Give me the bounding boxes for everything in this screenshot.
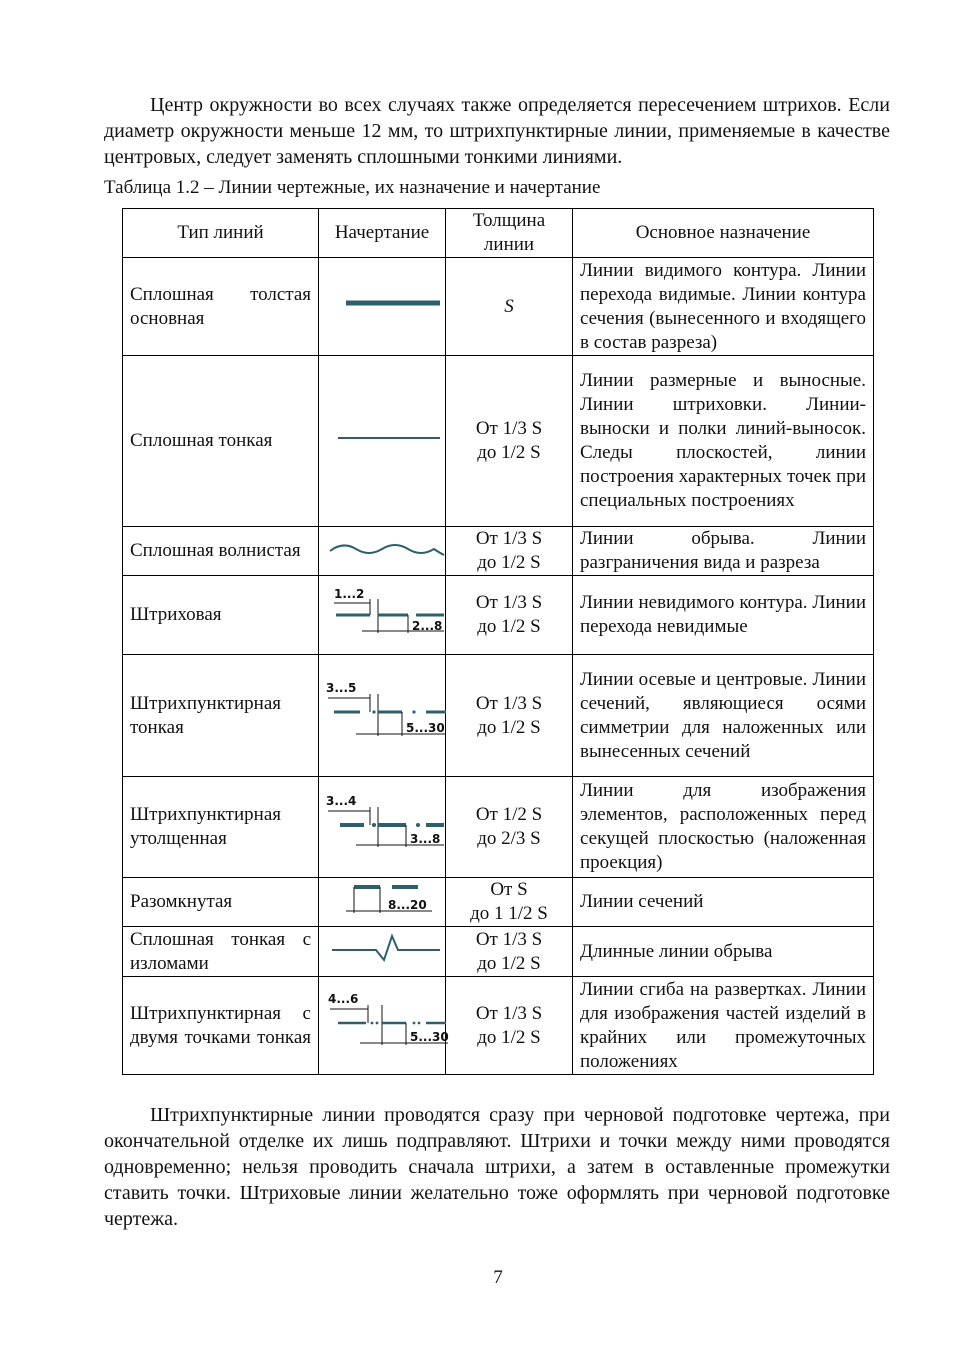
dash-dot-thin-line-drawing <box>326 680 451 744</box>
dash-dot-dot-line-drawing <box>326 991 451 1053</box>
row-type: Сплошная тонкая <box>123 356 319 527</box>
thickness-from: От 1/3 S <box>475 528 543 549</box>
dim-label-a: 1...2 <box>334 586 365 601</box>
line-drawing-dash-dot-thin <box>319 655 446 777</box>
thickness-from: От 1/3 S <box>475 692 543 714</box>
row-thickness <box>446 655 573 777</box>
table-row <box>123 258 874 356</box>
row-thickness <box>446 527 573 576</box>
line-drawing-dashed <box>319 576 446 655</box>
header-purpose: Основное назначение <box>573 209 874 258</box>
row-thickness <box>446 356 573 527</box>
table-row <box>123 878 874 927</box>
row-type <box>123 258 319 356</box>
table-row <box>123 777 874 878</box>
zigzag-line-drawing <box>326 928 451 968</box>
row-purpose: Линии невидимого контура. Линии перехода невидимые <box>573 576 874 655</box>
row-thickness <box>446 927 573 977</box>
table-caption: Таблица 1.2 – Линии чертежные, их назначение и начертание <box>104 177 601 198</box>
header-type: Тип линий <box>123 209 319 258</box>
dim-label-b: 3...8 <box>410 831 441 846</box>
row-thickness <box>446 977 573 1075</box>
row-type: Штриховая <box>123 576 319 655</box>
line-drawing-solid-thick <box>319 258 446 356</box>
thickness-to: до 1/2 S <box>477 716 541 738</box>
row-purpose: Линии размерные и выносные. Линии штриховки. Линии-выноски и полки линий-выносок. Следы плоскостей, линии построения характерных точек при специальных построениях <box>573 356 874 527</box>
row-thickness <box>446 777 573 878</box>
solid-thick-line-drawing <box>326 283 451 323</box>
row-type: Штрихпунктирная тонкая <box>123 655 319 777</box>
row-type: Штрихпунктирная утолщенная <box>123 777 319 878</box>
row-purpose: Линии осевые и центровые. Линии сечений, являющиеся осями симметрии для наложенных или вынесенных сечений <box>573 655 874 777</box>
thickness-to: до 1 1/2 S <box>470 903 548 924</box>
table-row <box>123 356 874 527</box>
dim-label-b: 5...30 <box>410 1030 449 1044</box>
header-drawing: Начертание <box>319 209 446 258</box>
row-purpose: Линии сгиба на развертках. Линии для изображения частей изделий в крайних или промежуточных положениях <box>573 977 874 1075</box>
dash-dot-thick-line-drawing <box>326 793 451 855</box>
line-drawing-dash-dot-dot <box>319 977 449 1075</box>
dim-label-b: 2...8 <box>412 618 443 633</box>
dim-label-a: 3...5 <box>326 681 357 695</box>
thickness-to: до 1/2 S <box>477 442 541 463</box>
table-row <box>123 527 874 576</box>
row-thickness <box>446 878 573 927</box>
table-row <box>123 977 874 1075</box>
line-drawing-zigzag <box>319 927 446 977</box>
row-type <box>123 977 319 1075</box>
line-drawing-solid-thin <box>319 356 446 527</box>
dashed-line-drawing <box>326 585 451 639</box>
wavy-line-drawing <box>326 533 451 563</box>
thickness-from: От 1/3 S <box>475 928 543 950</box>
dim-label-a: 3...4 <box>326 793 357 808</box>
row-purpose: Линии сечений <box>573 878 874 927</box>
line-drawing-dash-dot-thick <box>319 777 446 878</box>
thickness-from: От 1/2 S <box>475 804 543 825</box>
thickness-to: до 1/2 S <box>477 616 541 637</box>
row-purpose: Длинные линии обрыва <box>573 927 874 977</box>
solid-thin-line-drawing <box>326 418 451 458</box>
thickness-from: От 1/3 S <box>475 1002 543 1024</box>
row-thickness <box>446 576 573 655</box>
thickness-from: От 1/3 S <box>475 418 543 439</box>
row-type: Сплошная волнистая <box>123 527 319 576</box>
thickness-to: до 1/2 S <box>477 1026 541 1048</box>
table-row <box>123 655 874 777</box>
intro-paragraph: Центр окружности во всех случаях также определяется пересечением штрихов. Если диаметр окружности меньше 12 мм, то штрихпунктирные линии, применяемые в качестве центровых, следует заменять сплошными тонкими линиями. <box>104 94 890 168</box>
line-drawing-open <box>319 878 446 927</box>
row-type-text: Сплошная тонкая с изломами <box>130 928 311 974</box>
table-row <box>123 927 874 977</box>
row-purpose: Линии для изображения элементов, расположенных перед секущей плоскостью (наложенная проекция) <box>573 777 874 878</box>
line-types-table <box>122 208 874 1075</box>
thickness-to: до 2/3 S <box>477 828 541 849</box>
closing-paragraph: Штрихпунктирные линии проводятся сразу при черновой подготовке чертежа, при окончательной отделке их лишь подправляют. Штрихи и точки между ними проводятся одновременно; нельзя проводить сначала штрихи, а затем в оставленные промежутки ставить точки. Штриховые линии желательно тоже оформлять при черновой подготовке чертежа. <box>104 1104 890 1230</box>
dim-label-a: 4...6 <box>328 992 359 1006</box>
row-thickness-text: S <box>504 295 514 317</box>
table-header-row <box>123 209 874 258</box>
thickness-from: От S <box>490 879 528 900</box>
thickness-to: до 1/2 S <box>477 552 541 573</box>
thickness-from: От 1/3 S <box>475 592 543 613</box>
header-thickness: Толщина линии <box>446 209 573 258</box>
row-thickness <box>446 258 573 356</box>
row-type: Разомкнутая <box>123 878 319 927</box>
row-purpose: Линии видимого контура. Линии перехода видимые. Линии контура сечения (вынесенного и входящего в состав разреза) <box>573 258 874 356</box>
dim-label-b: 5...30 <box>406 721 445 735</box>
document-page <box>104 92 890 1232</box>
open-line-drawing <box>326 879 451 919</box>
dim-label-b: 8...20 <box>388 897 427 912</box>
row-purpose: Линии обрыва. Линии разграничения вида и разреза <box>573 527 874 576</box>
line-drawing-wavy <box>319 527 446 576</box>
row-type-text: Штрихпунктирная с двумя точками тонкая <box>130 1002 311 1048</box>
table-row <box>123 576 874 655</box>
thickness-to: до 1/2 S <box>477 952 541 974</box>
row-type <box>123 927 319 977</box>
row-type-text: Сплошная толстая основная <box>130 283 311 329</box>
page-number: 7 <box>493 1267 503 1288</box>
